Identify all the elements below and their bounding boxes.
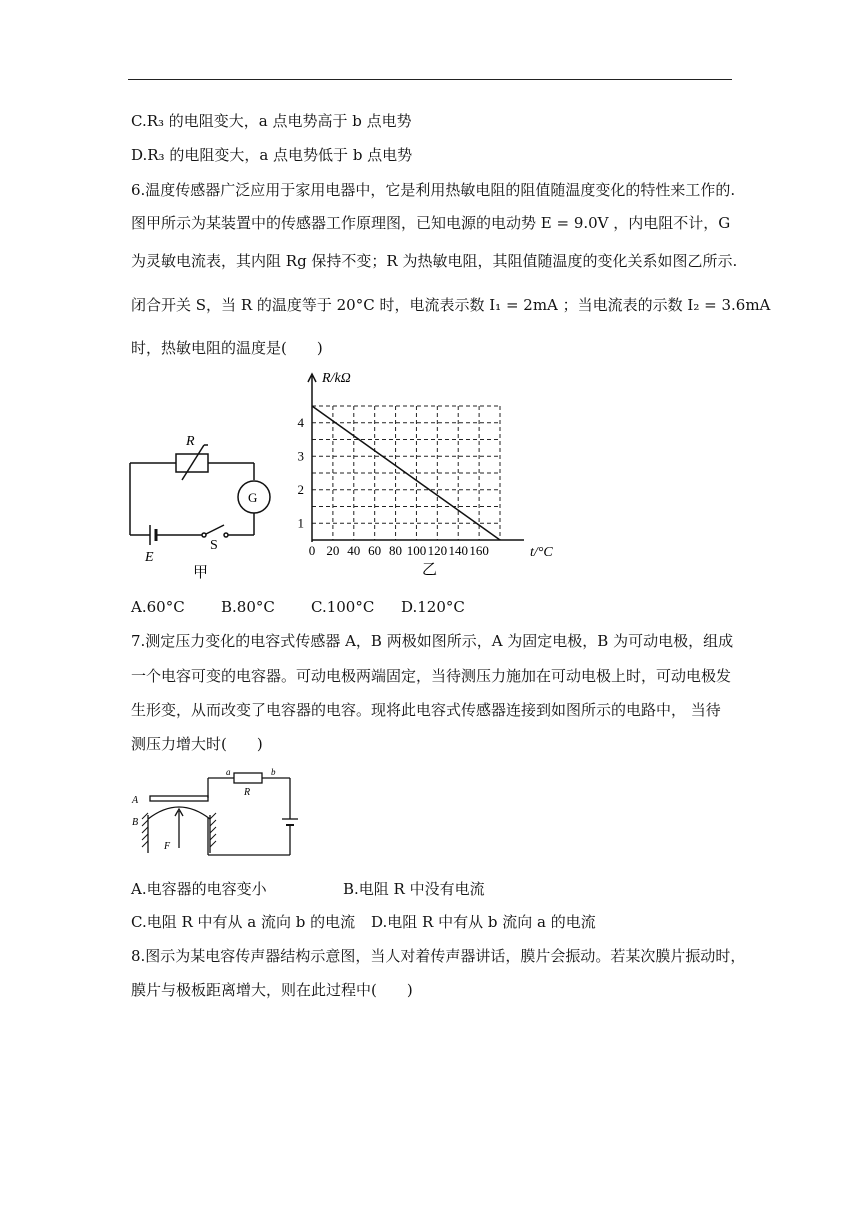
q7-option-b: B.电阻 R 中没有电流	[343, 880, 485, 898]
question-7-line-1: 7.测定压力变化的电容式传感器 A，B 两极如图所示，A 为固定电极，B 为可动电极，组成	[131, 632, 734, 650]
q6-option-b: B.80°C	[221, 598, 275, 616]
q6-option-d: D.120°C	[401, 598, 465, 616]
q7-option-d: D.电阻 R 中有从 b 流向 a 的电流	[371, 913, 596, 931]
x-tick-label: 80	[389, 543, 403, 558]
x-tick-label: 40	[347, 543, 361, 558]
x-tick-label: 60	[368, 543, 382, 558]
x-tick-label: 120	[427, 543, 448, 558]
figure-yi-chart	[292, 368, 562, 588]
resistor-r-label: R	[244, 787, 251, 798]
question-6-line-5: 时，热敏电阻的温度是( )	[131, 339, 323, 357]
galvanometer-label: G	[248, 490, 258, 505]
question-8-line-1: 8.图示为某电容传声器结构示意图，当人对着传声器讲话，膜片会振动。若某次膜片振动时，	[131, 947, 746, 965]
fig-yi-caption: 乙	[422, 562, 438, 578]
force-label: F	[164, 841, 171, 852]
question-6-line-2: 图甲所示为某装置中的传感器工作原理图，已知电源的电动势 E = 9.0V ，内电阻不计，G	[131, 214, 731, 232]
chart-ticks	[298, 415, 489, 558]
option-d-text: D.R₃ 的电阻变大，a 点电势低于 b 点电势	[131, 146, 413, 164]
question-6-line-4: 闭合开关 S，当 R 的温度等于 20°C 时，电流表示数 I₁ = 2mA ；当电流表的示数 I₂ = 3.6mA	[131, 296, 771, 314]
q7-option-c: C.电阻 R 中有从 a 流向 b 的电流	[131, 913, 356, 931]
emf-label: E	[145, 550, 154, 565]
x-tick-label: 140	[448, 543, 468, 558]
electrode-b-label: B	[132, 817, 139, 828]
question-8-line-2: 膜片与极板距离增大，则在此过程中( )	[131, 981, 413, 999]
x-tick-label: 20	[326, 543, 340, 558]
question-6-line-1: 6.温度传感器广泛应用于家用电器中，它是利用热敏电阻的阻值随温度变化的特性来工作的.	[131, 181, 736, 199]
point-a-label: a	[226, 767, 231, 777]
question-7-line-3: 生形变，从而改变了电容器的电容。现将此电容式传感器连接到如图所示的电路中， 当待	[131, 701, 721, 719]
q6-option-c: C.100°C	[311, 598, 375, 616]
q6-option-a: A.60°C	[131, 598, 185, 616]
question-6-line-3: 为灵敏电流表，其内阻 Rg 保持不变；R 为热敏电阻，其阻值随温度的变化关系如图乙所示.	[131, 252, 738, 270]
y-tick-label: 3	[297, 448, 304, 464]
x-tick-label: 100	[406, 543, 427, 558]
chart-y-axis-label: R/kΩ	[322, 371, 351, 386]
figure-jia-circuit	[120, 425, 280, 585]
header-rule	[128, 79, 732, 80]
y-tick-label: 2	[297, 481, 304, 497]
y-tick-label: 1	[297, 515, 304, 531]
option-c-text: C.R₃ 的电阻变大，a 点电势高于 b 点电势	[131, 112, 412, 130]
figure-q7-capacitor-circuit	[128, 763, 308, 863]
resistor-label: R	[186, 434, 195, 449]
q7-option-a: A.电容器的电容变小	[131, 880, 267, 898]
electrode-a-label: A	[132, 795, 139, 806]
x-tick-label: 160	[469, 543, 489, 558]
fig-jia-caption: 甲	[193, 565, 209, 581]
question-7-line-2: 一个电容可变的电容器。可动电极两端固定，当待测压力施加在可动电极上时，可动电极发	[131, 667, 732, 685]
switch-label: S	[210, 538, 218, 553]
y-tick-label: 4	[297, 414, 304, 430]
question-7-line-4: 测压力增大时( )	[131, 735, 263, 753]
point-b-label: b	[271, 767, 276, 777]
x-tick-label: 0	[308, 543, 316, 558]
chart-x-axis-label: t/°C	[530, 545, 553, 560]
